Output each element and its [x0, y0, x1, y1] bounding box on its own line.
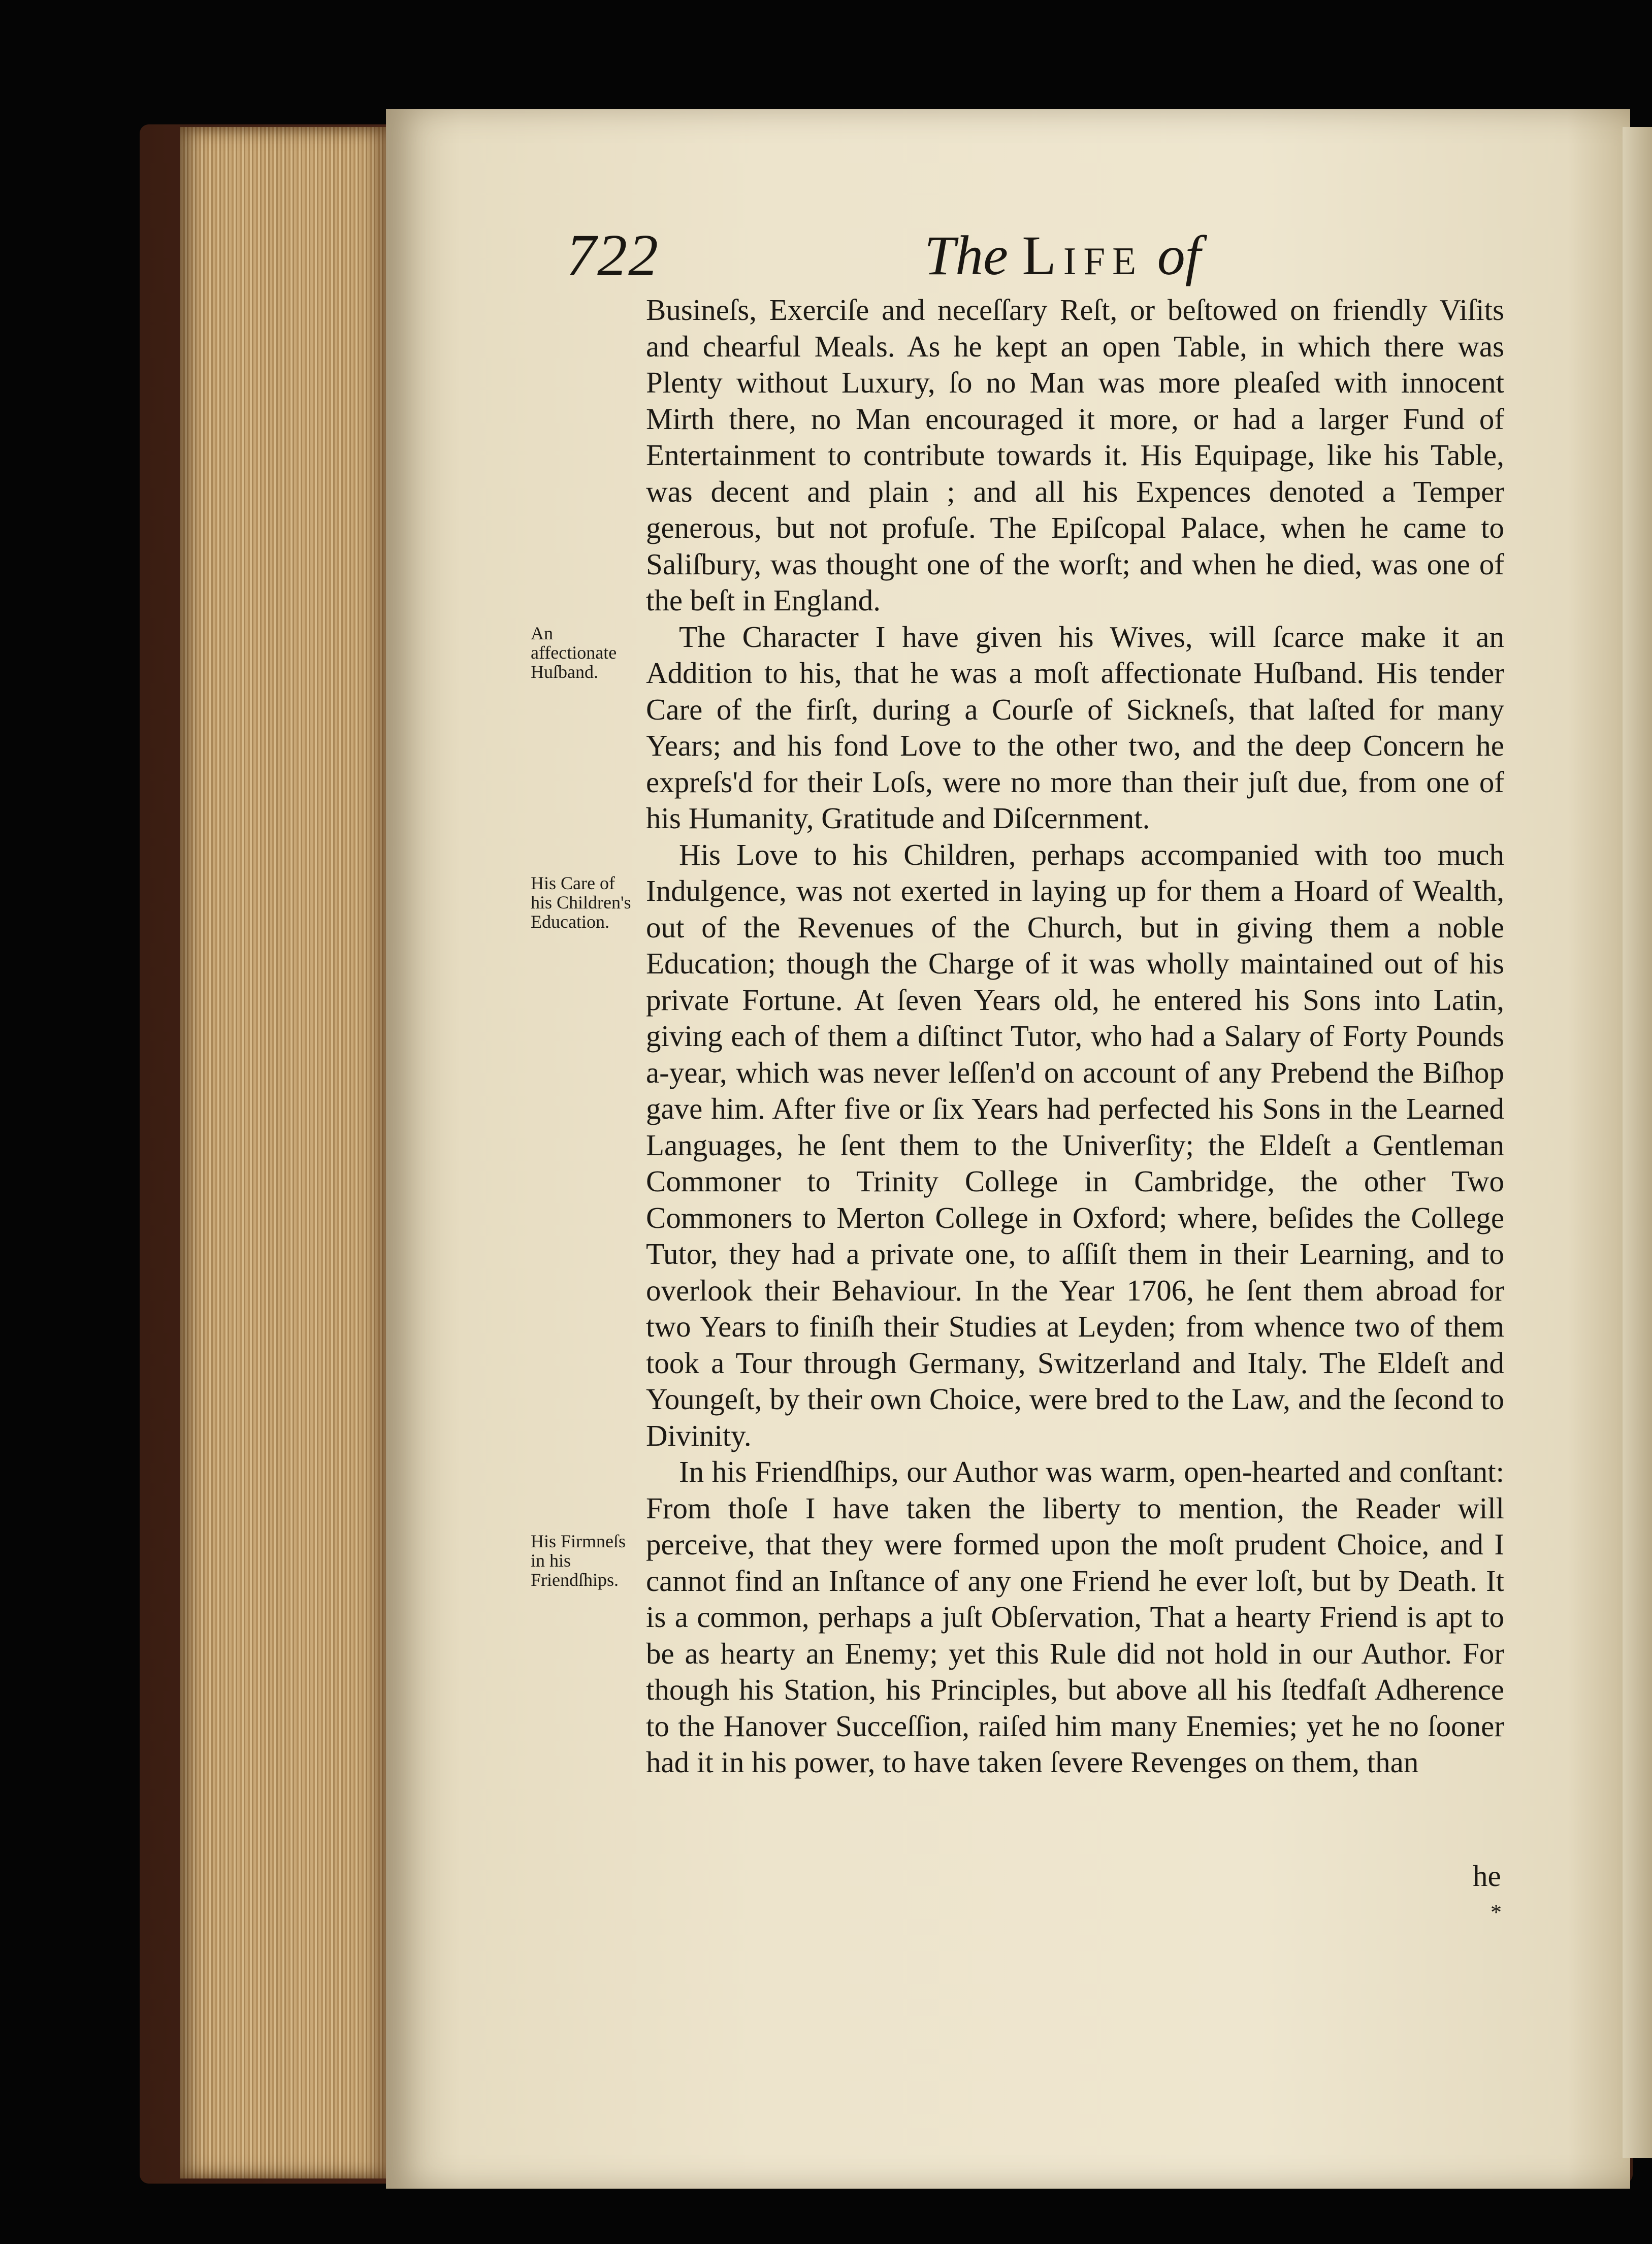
sidenote-friendships: His Firmneſs in his Friendſhips.	[531, 1531, 626, 1590]
paragraph-2: The Character I have given his Wives, will ſcarce make it an Addition to his, that he was a moſt affectionate Huſband. His tender Care of the firſt, during a Courſe of Sickneſs, that laſted for many Years; and his fond Love to the other two, and the deep Concern he expreſs'd for their Loſs, were no more than their juſt due, from one of his Humanity, Gratitude and Diſcernment.	[646, 620, 1504, 835]
signature-mark: *	[1491, 1900, 1502, 1925]
page-number: 722	[566, 222, 659, 288]
paragraph-4: In his Friendſhips, our Author was warm, open-hearted and conſtant: From thoſe I have taken the liberty to mention, the Reader will perceive, that they were formed upon the moſt prudent Choice, and I cannot find an Inſtance of any one Friend he ever loſt, but by Death. It is a common, perhaps a juſt Obſervation, That a hearty Friend is apt to be as hearty an Enemy; yet this Rule did not hold in our Author. For though his Station, his Principles, but above all his ſtedfaſt Adherence to the Hanover Succeſſion, raiſed him many Enemies; yet he no ſooner had it in his power, to have taken ſevere Revenges on them, than	[646, 1455, 1504, 1779]
paragraph-1: Busineſs, Exerciſe and neceſſary Reſt, or beſtowed on friendly Viſits and chearful Meals. As he kept an open Table, in which there was Plenty without Luxury, ſo no Man was more pleaſed with innocent Mirth there, no Man encouraged it more, or had a larger Fund of Entertainment to contribute towards it. His Equipage, like his Table, was decent and plain ; and all his Expences denoted a Temper generous, but not profuſe. The Epiſcopal Palace, when he came to Saliſbury, was thought one of the worſt; and when he died, was one of the beſt in England.	[646, 293, 1504, 617]
page-edges	[180, 127, 394, 2178]
running-title-of: of	[1157, 224, 1201, 286]
running-title	[924, 223, 1229, 288]
running-title-life: Life	[1022, 224, 1144, 286]
body-text	[646, 292, 1504, 1781]
sidenote-husband: An affectionate Huſband.	[531, 623, 617, 682]
facing-page-edge	[1623, 127, 1652, 2158]
catchword: he	[1473, 1859, 1501, 1893]
running-title-the: The	[924, 224, 1008, 286]
paragraph-3: His Love to his Children, perhaps accompanied with too much Indulgence, was not exerted in laying up for them a Hoard of Wealth, out of the Revenues of the Church, but in giving them a noble Education; though the Charge of it was wholly maintained out of his private Fortune. At ſeven Years old, he entered his Sons into Latin, giving each of them a diſtinct Tutor, who had a Salary of Forty Pounds a-year, which was never leſſen'd on account of any Prebend the Biſhop gave him. After five or ſix Years had perfected his Sons in the Learned Languages, he ſent them to the Univerſity; the Eldeſt a Gentleman Commoner to Trinity College in Cambridge, the other Two Commoners to Merton College in Oxford; where, beſides the College Tutor, they had a private one, to aſſiſt them in their Learning, and to overlook their Behaviour. In the Year 1706, he ſent them abroad for two Years to finiſh their Studies at Leyden; from whence two of them took a Tour through Germany, Switzerland and Italy. The Eldeſt and Youngeſt, by their own Choice, were bred to the Law, and the ſecond to Divinity.	[646, 837, 1504, 1452]
sidenote-children: His Care of his Children's Education.	[531, 873, 631, 932]
